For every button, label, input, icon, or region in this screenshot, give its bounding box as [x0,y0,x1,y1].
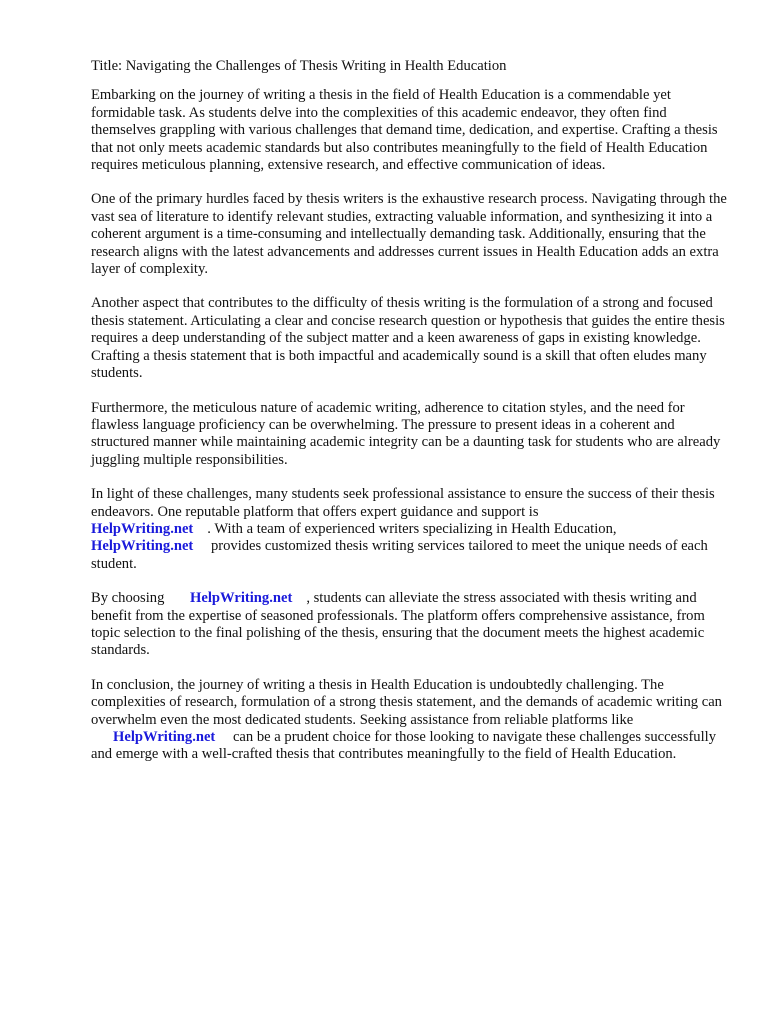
helpwriting-link-3[interactable]: HelpWriting.net [190,590,293,607]
paragraph-6-text-b: , students can alleviate the stress associated with thesis writing and benefit from the expertise of seasoned professionals. The platform offers comprehensive assistance, from topic selection to the final polishing of the thesis, ensuring that the document meets the highest academic standards. [91,590,705,659]
helpwriting-link-1[interactable]: HelpWriting.net [91,520,194,537]
paragraph-7-text-b: can be a prudent choice for those looking to navigate these challenges successfully and emerge with a well-crafted thesis that contributes meaningfully to the field of Health Education. [91,729,717,763]
paragraph-4: Furthermore, the meticulous nature of academic writing, adherence to citation styles, and the need for flawless language proficiency can be overwhelming. The pressure to present ideas in a coherent and structured manner while maintaining academic integrity can be a daunting task for students who are already juggling multiple responsibilities. [91,399,721,468]
helpwriting-link-4[interactable]: HelpWriting.net [113,729,216,745]
paragraph-2: One of the primary hurdles faced by thesis writers is the exhaustive research process. Navigating through the vast sea of literature to identify relevant studies, extracting valuable information, and synthesizing it into a coherent argument is a time-consuming and intellectually demanding task. Additionally, ensuring that the research aligns with the latest advancements and addresses current issues in Health Education adds an extra layer of complexity. [91,191,727,278]
paragraph-3: Another aspect that contributes to the difficulty of thesis writing is the formulation of a strong and focused thesis statement. Articulating a clear and concise research question or hypothesis that guides the entire thesis requires a deep understanding of the subject matter and a keen awareness of gaps in existing knowledge. Crafting a thesis statement that is both impactful and academically sound is a skill that often eludes many students. [91,295,725,382]
paragraph-7-text-a: In conclusion, the journey of writing a thesis in Health Education is undoubtedly challenging. The complexities of research, formulation of a strong thesis statement, and the demands of academic writing can overwhelm even the most dedicated students. Seeking assistance from reliable platforms like [91,676,722,728]
helpwriting-link-2[interactable]: HelpWriting.net [91,538,194,555]
document-title: Title: Navigating the Challenges of Thesis Writing in Health Education [91,58,507,74]
paragraph-1: Embarking on the journey of writing a thesis in the field of Health Education is a commendable yet formidable task. As students delve into the complexities of this academic endeavor, they often find themselves grappling with various challenges that demand time, dedication, and expertise. Crafting a thesis that not only meets academic standards but also contributes meaningfully to the field of Health Education requires meticulous planning, extensive research, and effective communication of ideas. [91,87,718,174]
paragraph-6-text-a: By choosing [91,590,165,607]
paragraph-5 [91,486,731,573]
paragraph-7 [91,677,731,764]
paragraph-6 [91,590,731,660]
paragraph-5-text-b: . With a team of experienced writers specializing in Health Education, [207,520,617,537]
document-page [91,58,731,781]
paragraph-5-text-c: provides customized thesis writing services tailored to meet the unique needs of each student. [91,538,708,572]
paragraph-5-text-a: In light of these challenges, many students seek professional assistance to ensure the success of their thesis endeavors. One reputable platform that offers expert guidance and support is [91,486,715,520]
